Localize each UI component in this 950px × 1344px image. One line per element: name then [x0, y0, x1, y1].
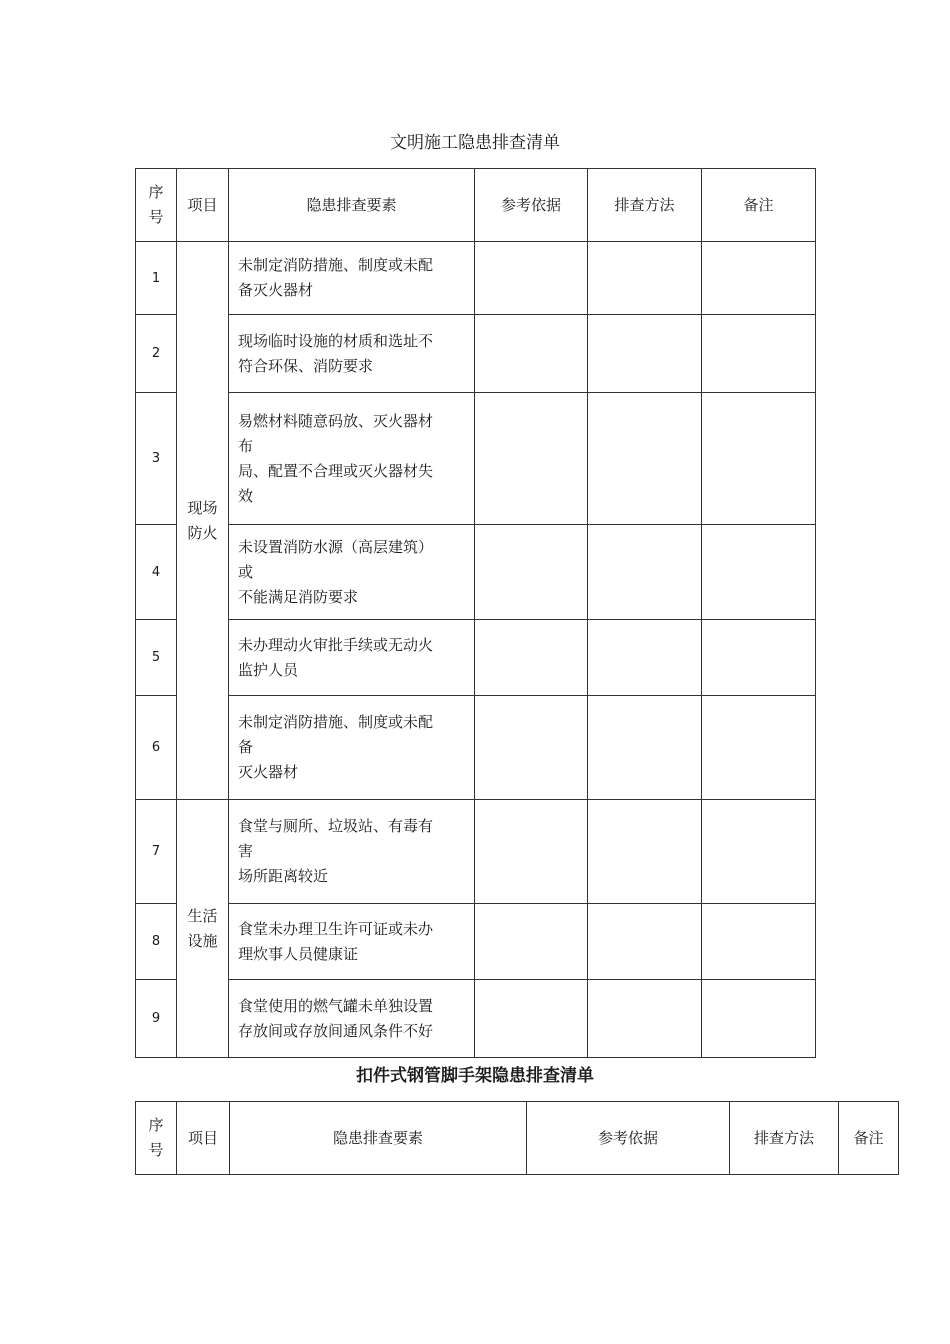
- hazard-element-line: 局、配置不合理或灭火器材失: [238, 461, 434, 480]
- hazard-element-line: 效: [238, 486, 254, 505]
- table-row: [136, 242, 816, 315]
- category-label-line: 设施: [187, 931, 218, 950]
- hazard-element-line: 食堂使用的燃气罐未单独设置: [238, 996, 434, 1015]
- t2-header-item: 项目: [177, 1102, 230, 1175]
- hazard-element-line: 理炊事人员健康证: [238, 944, 359, 963]
- hazard-element: [229, 525, 475, 620]
- hazard-element-line: 未制定消防措施、制度或未配: [238, 713, 434, 731]
- hazard-element: [229, 980, 475, 1058]
- hazard-element-line: 监护人员: [238, 660, 299, 679]
- row-index: 9: [136, 980, 177, 1058]
- t2-header-index-char2: 号: [148, 1141, 164, 1159]
- hazard-element-line: 未制定消防措施、制度或未配: [238, 256, 434, 274]
- remarks-cell[interactable]: [702, 980, 816, 1058]
- method-cell[interactable]: [588, 696, 702, 800]
- hazard-element-line: 备: [238, 738, 254, 756]
- row-index: 6: [136, 696, 177, 800]
- header-item: 项目: [177, 169, 229, 242]
- table-row: [136, 393, 816, 525]
- row-index: 8: [136, 904, 177, 980]
- hazard-element: [229, 315, 475, 393]
- t2-header-index-char1: 序: [148, 1116, 164, 1134]
- header-index: [136, 169, 177, 242]
- remarks-cell[interactable]: [702, 696, 816, 800]
- header-basis: 参考依据: [475, 169, 588, 242]
- basis-cell[interactable]: [475, 393, 588, 525]
- row-index: 5: [136, 620, 177, 696]
- category-label-line: 生活: [187, 906, 218, 925]
- hazard-element: [229, 904, 475, 980]
- hazard-element-line: 不能满足消防要求: [238, 587, 359, 606]
- method-cell[interactable]: [588, 800, 702, 904]
- method-cell[interactable]: [588, 242, 702, 315]
- method-cell[interactable]: [588, 980, 702, 1058]
- table-row: [136, 800, 816, 904]
- row-index: 2: [136, 315, 177, 393]
- category-label-line: 防火: [187, 523, 218, 542]
- scaffold-checklist-table: [135, 1101, 899, 1175]
- header-index-char1: 序: [148, 183, 164, 201]
- hazard-element: [229, 696, 475, 800]
- table-row: [136, 696, 816, 800]
- row-index: 1: [136, 242, 177, 315]
- table1-title: 文明施工隐患排查清单: [390, 133, 560, 153]
- table-row: [136, 315, 816, 393]
- hazard-element-line: 食堂未办理卫生许可证或未办: [238, 919, 434, 938]
- hazard-element-line: 未办理动火审批手续或无动火: [238, 635, 434, 654]
- method-cell[interactable]: [588, 620, 702, 696]
- method-cell[interactable]: [588, 904, 702, 980]
- header-remarks: 备注: [702, 169, 816, 242]
- hazard-element: [229, 620, 475, 696]
- hazard-element-line: 现场临时设施的材质和选址不: [238, 331, 434, 350]
- hazard-element-line: 或: [238, 562, 254, 581]
- header-method: 排查方法: [588, 169, 702, 242]
- hazard-element: [229, 393, 475, 525]
- remarks-cell[interactable]: [702, 393, 816, 525]
- basis-cell[interactable]: [475, 696, 588, 800]
- remarks-cell[interactable]: [702, 315, 816, 393]
- method-cell[interactable]: [588, 393, 702, 525]
- t2-header-method: 排查方法: [730, 1102, 839, 1175]
- hazard-element-line: 备灭火器材: [238, 281, 314, 299]
- category-living: [177, 800, 229, 1058]
- row-index: 7: [136, 800, 177, 904]
- hazard-element-line: 存放间或存放间通风条件不好: [238, 1021, 434, 1040]
- hazard-element-line: 场所距离较近: [238, 867, 329, 885]
- basis-cell[interactable]: [475, 620, 588, 696]
- header-row: [136, 169, 816, 242]
- row-index: 3: [136, 393, 177, 525]
- remarks-cell[interactable]: [702, 242, 816, 315]
- table-row: [136, 620, 816, 696]
- hazard-element-line: 布: [238, 436, 254, 455]
- hazard-element-line: 易燃材料随意码放、灭火器材: [238, 411, 434, 430]
- t2-header-basis: 参考依据: [527, 1102, 730, 1175]
- row-index: 4: [136, 525, 177, 620]
- header-elements: 隐患排查要素: [229, 169, 475, 242]
- remarks-cell[interactable]: [702, 525, 816, 620]
- basis-cell[interactable]: [475, 242, 588, 315]
- hazard-element: [229, 242, 475, 315]
- table-row: [136, 980, 816, 1058]
- basis-cell[interactable]: [475, 525, 588, 620]
- header-index-char2: 号: [148, 208, 164, 226]
- t2-header-row: [136, 1102, 899, 1175]
- category-fire: [177, 242, 229, 800]
- t2-header-remarks: 备注: [839, 1102, 899, 1175]
- hazard-element-line: 食堂与厕所、垃圾站、有毒有: [238, 817, 434, 835]
- basis-cell[interactable]: [475, 980, 588, 1058]
- table1-body: [136, 242, 816, 1058]
- table-row: [136, 904, 816, 980]
- t2-header-elements: 隐患排查要素: [230, 1102, 527, 1175]
- basis-cell[interactable]: [475, 315, 588, 393]
- basis-cell[interactable]: [475, 904, 588, 980]
- table-row: [136, 525, 816, 620]
- remarks-cell[interactable]: [702, 800, 816, 904]
- t2-header-index: [136, 1102, 177, 1175]
- category-label-line: 现场: [187, 498, 218, 517]
- remarks-cell[interactable]: [702, 620, 816, 696]
- table2-title: 扣件式钢管脚手架隐患排查清单: [356, 1066, 594, 1086]
- hazard-element: [229, 800, 475, 904]
- fire-safety-checklist-table: [135, 168, 816, 1058]
- hazard-element-line: 符合环保、消防要求: [238, 356, 374, 375]
- basis-cell[interactable]: [475, 800, 588, 904]
- hazard-element-line: 未设置消防水源（高层建筑）: [238, 537, 434, 556]
- method-cell[interactable]: [588, 525, 702, 620]
- method-cell[interactable]: [588, 315, 702, 393]
- remarks-cell[interactable]: [702, 904, 816, 980]
- hazard-element-line: 害: [238, 842, 254, 860]
- hazard-element-line: 灭火器材: [238, 763, 299, 781]
